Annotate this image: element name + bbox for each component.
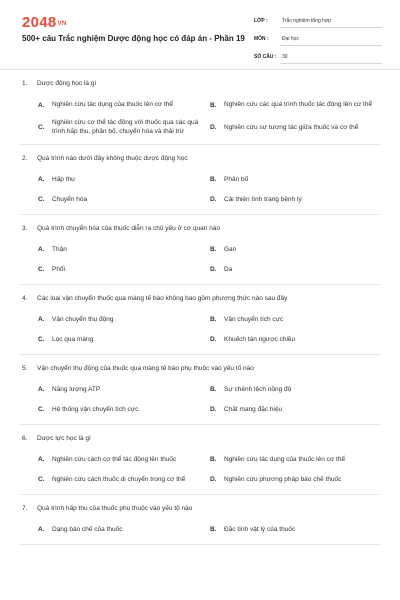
question-stem	[20, 215, 380, 240]
question-block	[20, 495, 380, 545]
option-letter: C.	[38, 476, 45, 484]
meta-key: SỐ CÂU :	[254, 54, 277, 60]
meta-key: MÔN :	[254, 36, 269, 42]
question-number: 1.	[22, 80, 28, 87]
option-text: Năng lượng ATP	[52, 386, 101, 394]
option-text: Hấp thu	[52, 176, 75, 184]
option-letter: C.	[38, 266, 45, 274]
site-logo[interactable]	[22, 14, 67, 31]
answer-options	[20, 380, 380, 424]
answer-option[interactable]	[210, 190, 382, 210]
question-block	[20, 285, 380, 355]
meta-value: 30	[280, 51, 382, 64]
question-text: Quá trình chuyển hóa của thuốc diễn ra chủ yếu ở cơ quan nào	[37, 224, 221, 232]
logo-tld: VN	[57, 21, 67, 27]
option-letter: B.	[210, 176, 217, 184]
option-text: Nghiên cứu tác dụng của thuốc lên cơ thể	[52, 101, 173, 109]
option-letter: A.	[38, 176, 45, 184]
option-letter: D.	[210, 196, 217, 204]
question-stem	[20, 70, 380, 95]
answer-option[interactable]	[38, 115, 210, 140]
option-letter: D.	[210, 476, 217, 484]
option-text: Vận chuyển thụ động	[52, 316, 114, 324]
question-text: Dược động học là gì	[37, 80, 97, 87]
question-text: Quá trình hấp thu của thuốc phụ thuộc vào yếu tố nào	[37, 504, 193, 512]
answer-option[interactable]	[38, 95, 210, 115]
option-text: Sự chênh lệch nồng độ	[224, 386, 292, 394]
answer-option[interactable]	[210, 170, 382, 190]
question-number: 6.	[22, 434, 28, 442]
option-letter: C.	[38, 336, 45, 344]
question-stem	[20, 355, 380, 380]
option-letter: C.	[38, 196, 45, 204]
answer-option[interactable]	[210, 380, 382, 400]
answer-option[interactable]	[38, 190, 210, 210]
answer-options	[20, 520, 380, 544]
answer-option[interactable]	[38, 400, 210, 420]
option-letter: D.	[210, 336, 217, 344]
option-text: Dạng bào chế của thuốc	[52, 526, 123, 534]
option-text: Nghiên cứu cơ thể tác động với thuốc qua các quá trình hấp thu, phân bố, chuyển hóa và thải trừ	[52, 119, 199, 136]
question-block	[20, 425, 380, 495]
meta-value: Đại học	[280, 33, 382, 46]
answer-option[interactable]	[210, 470, 382, 490]
answer-option[interactable]	[210, 450, 382, 470]
question-text: Các loại vận chuyển thuốc qua màng tế bào không bao gồm phương thức nào sau đây	[37, 294, 288, 302]
answer-option[interactable]	[210, 260, 382, 280]
option-letter: A.	[38, 101, 45, 109]
answer-options	[20, 170, 380, 214]
document-title: 500+ câu Trắc nghiệm Dược động học có đáp án - Phần 19	[22, 34, 245, 43]
option-text: Vận chuyển tích cực	[224, 316, 284, 324]
option-letter: B.	[210, 316, 217, 324]
question-block	[20, 355, 380, 425]
option-text: Nghiên cứu các quá trình thuốc tác động lên cơ thể	[224, 101, 373, 109]
question-list	[0, 70, 400, 545]
option-letter: B.	[210, 101, 217, 109]
option-text: Thận	[52, 246, 67, 254]
option-text: Phổi	[52, 266, 66, 274]
question-stem	[20, 425, 380, 450]
meta-row	[254, 50, 382, 64]
question-stem	[20, 495, 380, 520]
question-text: Dược lực học là gì	[37, 434, 91, 442]
answer-option[interactable]	[210, 400, 382, 420]
option-text: Nghiên cứu phương pháp bào chế thuốc	[224, 476, 342, 484]
option-text: Chuyển hóa	[52, 196, 88, 204]
option-letter: A.	[38, 456, 45, 464]
question-block	[20, 70, 380, 145]
option-letter: A.	[38, 526, 45, 534]
answer-option[interactable]	[210, 95, 382, 115]
option-text: Hệ thống vận chuyển tích cực	[52, 406, 139, 414]
option-letter: D.	[210, 266, 217, 274]
page-header	[0, 0, 400, 70]
option-text: Đặc tính vật lý của thuốc	[224, 526, 296, 534]
answer-option[interactable]	[38, 260, 210, 280]
option-letter: A.	[38, 316, 45, 324]
answer-option[interactable]	[38, 170, 210, 190]
option-letter: A.	[38, 246, 45, 254]
option-letter: A.	[38, 386, 45, 394]
answer-option[interactable]	[38, 380, 210, 400]
option-letter: B.	[210, 526, 217, 534]
question-number: 3.	[22, 224, 28, 232]
question-number: 7.	[22, 504, 28, 512]
option-text: Gan	[224, 246, 237, 254]
question-number: 4.	[22, 294, 28, 302]
meta-row	[254, 32, 382, 46]
option-text: Nghiên cứu cách cơ thể tác động lên thuốc	[52, 456, 177, 464]
option-text: Phân bố	[224, 176, 249, 184]
option-text: Chất mang đặc hiệu	[224, 406, 283, 414]
answer-option[interactable]	[210, 240, 382, 260]
option-letter: C.	[38, 406, 45, 414]
question-number: 2.	[22, 154, 28, 162]
answer-option[interactable]	[210, 115, 382, 140]
answer-option[interactable]	[38, 310, 210, 330]
option-letter: B.	[210, 246, 217, 254]
question-stem	[20, 285, 380, 310]
answer-options	[20, 95, 380, 144]
answer-option[interactable]	[38, 330, 210, 350]
meta-value: Trắc nghiệm tổng hợp	[280, 15, 382, 28]
option-text: Cải thiện tình trạng bệnh lý	[224, 196, 302, 204]
question-stem	[20, 145, 380, 170]
option-letter: C.	[38, 123, 45, 131]
answer-options	[20, 310, 380, 354]
meta-key: LỚP :	[254, 18, 268, 24]
option-letter: B.	[210, 386, 217, 394]
answer-options	[20, 240, 380, 284]
option-text: Da	[224, 266, 233, 274]
document-meta	[254, 14, 382, 68]
answer-option[interactable]	[38, 470, 210, 490]
question-text: Quá trình nào dưới đây không thuộc dược động học	[37, 154, 188, 162]
question-number: 5.	[22, 364, 28, 372]
answer-option[interactable]	[210, 520, 382, 540]
option-letter: D.	[210, 406, 217, 414]
answer-options	[20, 450, 380, 494]
option-text: Nghiên cứu cách thuốc di chuyển trong cơ thể	[52, 476, 186, 484]
option-text: Nghiên cứu sự tương tác giữa thuốc và cơ thể	[224, 123, 359, 131]
question-block	[20, 215, 380, 285]
answer-option[interactable]	[38, 240, 210, 260]
question-block	[20, 145, 380, 215]
option-letter: D.	[210, 123, 217, 131]
option-text: Khuếch tán ngược chiều	[224, 336, 296, 344]
answer-option[interactable]	[210, 310, 382, 330]
answer-option[interactable]	[210, 330, 382, 350]
option-text: Nghiên cứu tác dụng của thuốc lên cơ thể	[224, 456, 345, 464]
answer-option[interactable]	[38, 450, 210, 470]
option-text: Lọc qua màng	[52, 336, 94, 344]
answer-option[interactable]	[38, 520, 210, 540]
logo-text: 2048	[22, 14, 57, 31]
option-letter: B.	[210, 456, 217, 464]
question-text: Vận chuyển thụ động của thuốc qua màng tế bào phụ thuộc vào yếu tố nào	[37, 364, 254, 372]
meta-row	[254, 14, 382, 28]
